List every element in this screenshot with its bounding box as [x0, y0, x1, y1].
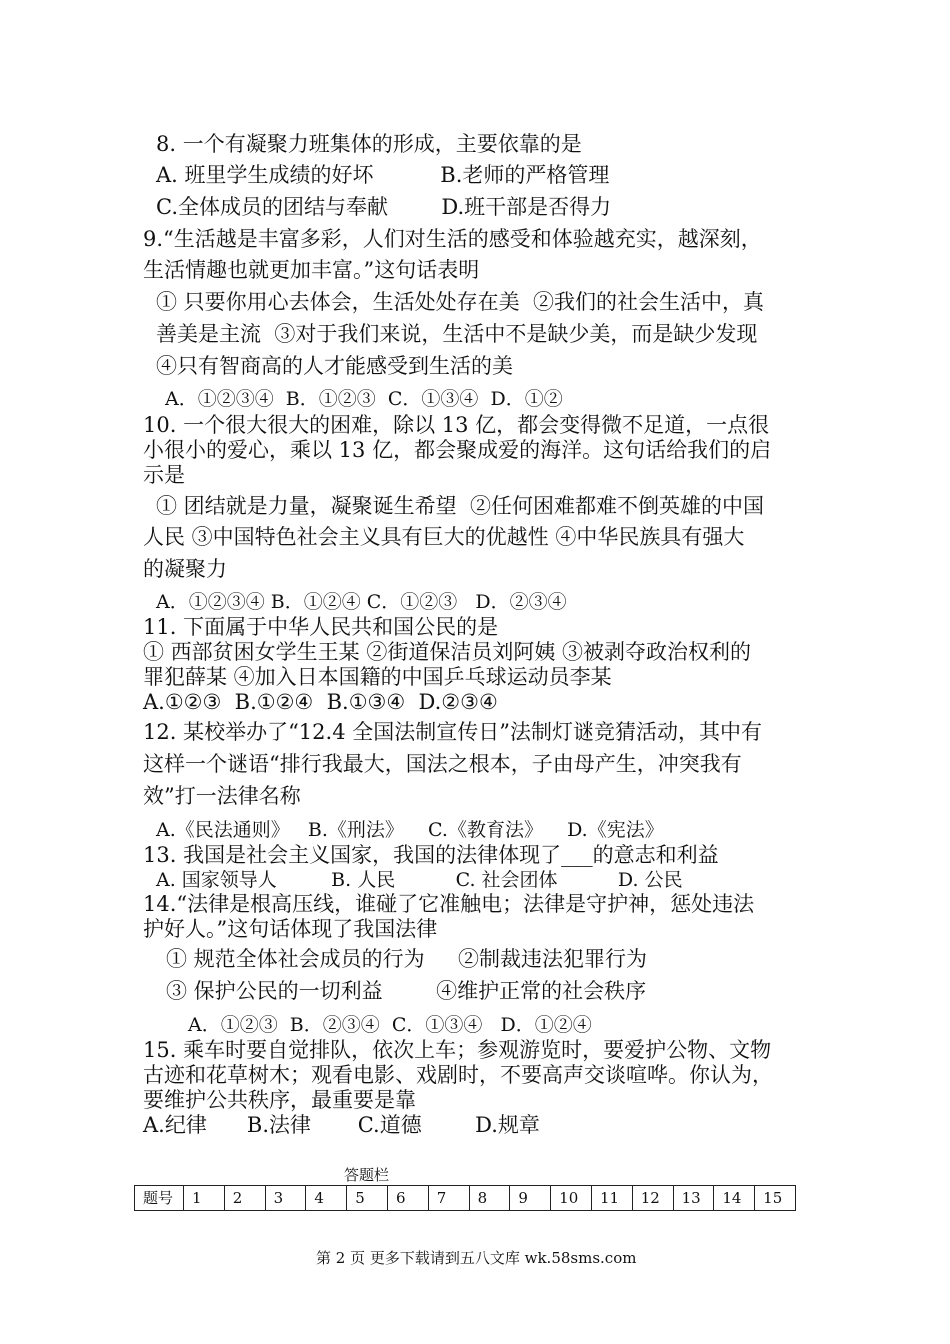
answer-table-cell: 15	[755, 1186, 796, 1211]
q14-line-2: 护好人。”这句话体现了我国法律	[143, 917, 438, 941]
q8-options-ab: A. 班里学生成绩的好坏 B.老师的严格管理	[156, 163, 610, 187]
q15-line-3: 要维护公共秩序，最重要是靠	[143, 1088, 416, 1112]
answer-table-cell: 7	[428, 1186, 469, 1211]
q13-options: A. 国家领导人 B. 人民 C. 社会团体 D. 公民	[156, 869, 683, 891]
q10-line-4: ① 团结就是力量，凝聚诞生希望 ②任何困难都难不倒英雄的中国	[156, 494, 765, 518]
answer-table-header-cell: 题号	[135, 1186, 184, 1211]
q11-line-3: 罪犯薛某 ④加入日本国籍的中国乒乓球运动员李某	[143, 665, 612, 689]
answer-table-cell: 10	[551, 1186, 592, 1211]
q10-line-5: 人民 ③中国特色社会主义具有巨大的优越性 ④中华民族具有强大	[143, 525, 745, 549]
answer-table-row	[135, 1186, 796, 1211]
q10-line-6: 的凝聚力	[143, 557, 227, 581]
q12-line-3: 效”打一法律名称	[143, 784, 301, 808]
q11-line-1: 11. 下面属于中华人民共和国公民的是	[143, 615, 499, 639]
answer-table-cell: 4	[306, 1186, 347, 1211]
q13-line-1: 13. 我国是社会主义国家，我国的法律体现了___的意志和利益	[143, 843, 719, 867]
q8-options-cd: C.全体成员的团结与奉献 D.班干部是否得力	[156, 195, 612, 219]
q10-line-1: 10. 一个很大很大的困难，除以 13 亿，都会变得微不足道，一点很	[143, 413, 770, 437]
q9-line-4: 善美是主流 ③对于我们来说，生活中不是缺少美，而是缺少发现	[156, 322, 758, 346]
q9-line-2: 生活情趣也就更加丰富。”这句话表明	[143, 258, 480, 282]
answer-table	[134, 1185, 796, 1211]
q9-line-3: ① 只要你用心去体会，生活处处存在美 ②我们的社会生活中，真	[156, 290, 765, 314]
answer-table-cell: 11	[591, 1186, 632, 1211]
q15-line-2: 古迹和花草树木；观看电影、戏剧时，不要高声交谈喧哗。你认为，	[143, 1063, 773, 1087]
q9-line-5: ④只有智商高的人才能感受到生活的美	[156, 354, 513, 378]
q15-line-1: 15. 乘车时要自觉排队，依次上车；参观游览时，要爱护公物、文物	[143, 1038, 772, 1062]
answer-table-cell: 6	[387, 1186, 428, 1211]
answer-table-cell: 9	[510, 1186, 551, 1211]
answer-table-cell: 14	[714, 1186, 755, 1211]
q15-options: A.纪律 B.法律 C.道德 D.规章	[143, 1113, 540, 1137]
q11-options: A.①②③ B.①②④ B.①③④ D.②③④	[143, 690, 498, 714]
q11-line-2: ① 西部贫困女学生王某 ②街道保洁员刘阿姨 ③被剥夺政治权利的	[143, 640, 752, 664]
q12-line-1: 12. 某校举办了“12.4 全国法制宣传日”法制灯谜竞猜活动，其中有	[143, 720, 762, 744]
answer-table-caption: 答题栏	[344, 1166, 390, 1184]
q10-line-3: 示是	[143, 463, 185, 487]
q12-options: A.《民法通则》 B.《刑法》 C.《教育法》 D.《宪法》	[156, 819, 664, 841]
q9-options: A．①②③④ B．①②③ C．①③④ D．①②	[165, 388, 563, 410]
q14-line-3: ① 规范全体社会成员的行为 ②制裁违法犯罪行为	[166, 947, 648, 971]
answer-table-cell: 8	[469, 1186, 510, 1211]
answer-table-cell: 1	[184, 1186, 225, 1211]
q14-line-1: 14.“法律是根高压线，谁碰了它准触电；法律是守护神，惩处违法	[143, 892, 755, 916]
answer-table-cell: 5	[347, 1186, 388, 1211]
q8-stem: 8. 一个有凝聚力班集体的形成，主要依靠的是	[156, 132, 582, 156]
q14-options: A．①②③ B．②③④ C．①③④ D．①②④	[188, 1014, 592, 1036]
page-footer: 第 2 页 更多下载请到五八文库 wk.58sms.com	[316, 1249, 637, 1267]
q10-options: A．①②③④ B．①②④ C．①②③ D．②③④	[156, 591, 567, 613]
q14-line-4: ③ 保护公民的一切利益 ④维护正常的社会秩序	[166, 979, 647, 1003]
answer-table-cell: 13	[673, 1186, 714, 1211]
q9-line-1: 9.“生活越是丰富多彩，人们对生活的感受和体验越充实，越深刻，	[143, 227, 762, 251]
answer-table-cell: 3	[265, 1186, 306, 1211]
q10-line-2: 小很小的爱心，乘以 13 亿，都会聚成爱的海洋。这句话给我们的启	[143, 438, 772, 462]
answer-table-cell: 12	[632, 1186, 673, 1211]
q12-line-2: 这样一个谜语“排行我最大，国法之根本，子由母产生，冲突我有	[143, 752, 742, 776]
answer-table-cell: 2	[224, 1186, 265, 1211]
